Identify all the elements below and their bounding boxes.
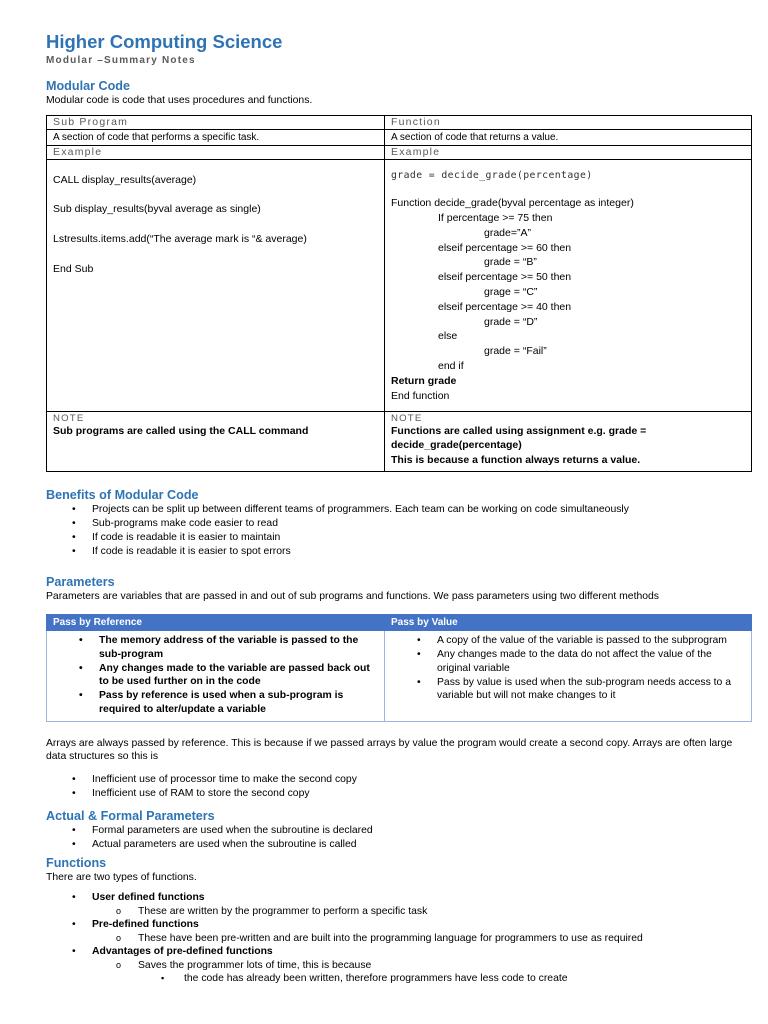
code-line: CALL display_results(average) — [53, 173, 197, 186]
functions-list — [46, 891, 750, 905]
arrays-list — [46, 773, 750, 801]
code-line: elseif percentage >= 60 then — [438, 241, 572, 254]
code-line: grade=”A” — [484, 226, 531, 239]
modular-code-heading: Modular Code — [46, 79, 130, 93]
code-line: elseif percentage >= 40 then — [438, 300, 572, 313]
list-item: • The memory address of the variable is passed to the sub-program — [99, 634, 378, 661]
table-row — [47, 631, 752, 722]
code-line: End Sub — [53, 262, 94, 275]
function-note — [385, 411, 752, 471]
functions-heading: Functions — [46, 855, 107, 870]
pass-by-reference-header: Pass by Reference — [47, 615, 385, 631]
code-line: Sub display_results(byval average as single) — [53, 203, 261, 216]
actual-formal-list — [46, 824, 750, 852]
functions-intro: There are two types of functions. — [46, 871, 197, 883]
list-item: • Pass by reference is used when a sub-program is required to alter/update a variable — [99, 689, 378, 716]
example-label: Example — [47, 145, 385, 159]
list-item: • Any changes made to the variable are passed back out to be used further on in the code — [99, 662, 378, 689]
sub-program-definition: A section of code that performs a specific task. — [47, 129, 385, 145]
code-line: Return grade — [391, 374, 457, 387]
list-item: • Inefficient use of processor time to make the second copy — [92, 773, 750, 787]
example-label: Example — [385, 145, 752, 159]
code-line: grade = “B” — [484, 256, 537, 269]
function-definition: A section of code that returns a value. — [385, 129, 752, 145]
table-row — [47, 145, 752, 159]
note-label: NOTE — [391, 412, 423, 424]
table-row — [47, 159, 752, 411]
page-subtitle: Modular –Summary Notes — [46, 55, 196, 66]
arrays-paragraph: Arrays are always passed by reference. This is because if we passed arrays by value the program would create a second copy. Arrays are often large data structures so this is — [46, 737, 733, 763]
parameters-heading: Parameters — [46, 574, 115, 589]
code-line: else — [438, 330, 458, 343]
function-note-text: Functions are called using assignment e.g. grade = decide_grade(percentage) — [391, 424, 647, 452]
page-title: Higher Computing Science — [46, 31, 283, 52]
list-item: • Formal parameters are used when the subroutine is declared — [92, 824, 750, 838]
code-line: If percentage >= 75 then — [438, 212, 553, 225]
table-row — [47, 129, 752, 145]
list-item: ▪ the code has already been written, therefore programmers have less code to create — [46, 972, 750, 986]
code-line: elseif percentage >= 50 then — [438, 271, 572, 284]
list-item: • A copy of the value of the variable is passed to the subprogram — [437, 634, 745, 648]
list-item: • If code is readable it is easier to spot errors — [92, 545, 750, 559]
table-row — [47, 411, 752, 471]
benefits-list — [46, 503, 750, 559]
list-item: • If code is readable it is easier to maintain — [92, 531, 750, 545]
function-example — [385, 159, 752, 411]
function-note-text: This is because a function always returns a value. — [391, 454, 641, 467]
list-item: • Actual parameters are used when the subroutine is called — [92, 838, 750, 852]
pass-by-value-header: Pass by Value — [385, 615, 752, 631]
list-item: • Advantages of pre-defined functions — [46, 945, 750, 959]
functions-list — [46, 918, 750, 932]
pass-by-reference-cell — [47, 631, 385, 722]
modular-code-intro: Modular code is code that uses procedures and functions. — [46, 95, 313, 106]
code-line: End function — [391, 389, 450, 402]
list-item: • Sub-programs make code easier to read — [92, 517, 750, 531]
list-item: • Projects can be split up between different teams of programmers. Each team can be working on code simultaneously — [92, 503, 750, 517]
code-line: grade = “D” — [484, 315, 538, 328]
actual-formal-heading: Actual & Formal Parameters — [46, 808, 215, 823]
function-label: Function — [385, 115, 752, 129]
code-line: Lstresults.items.add(“The average mark is “& average) — [53, 233, 307, 246]
code-line: grade = decide_grade(percentage) — [391, 169, 593, 181]
code-line: Function decide_grade(byval percentage as integer) — [391, 197, 634, 210]
passing-methods-table — [46, 614, 752, 722]
code-line: grade = “Fail” — [484, 345, 547, 358]
functions-list — [46, 945, 750, 959]
list-item: o Saves the programmer lots of time, this is because — [46, 959, 750, 973]
list-item: o These have been pre-written and are built into the programming language for programmers to use as required — [46, 932, 750, 946]
table-row — [47, 615, 752, 631]
table-row — [47, 115, 752, 129]
list-item: o These are written by the programmer to perform a specific task — [46, 905, 750, 919]
code-line: grage = “C” — [484, 286, 538, 299]
sub-program-example — [47, 159, 385, 411]
modular-code-table — [46, 115, 752, 472]
sub-program-note — [47, 411, 385, 471]
list-item: • User defined functions — [46, 891, 750, 905]
pass-by-value-cell — [385, 631, 752, 722]
sub-program-label: Sub Program — [47, 115, 385, 129]
list-item: • Any changes made to the data do not affect the value of the original variable — [437, 648, 745, 675]
document-page — [46, 30, 750, 986]
note-label: NOTE — [53, 412, 85, 424]
parameters-intro: Parameters are variables that are passed in and out of sub programs and functions. We pass parameters using two different methods — [46, 590, 659, 602]
code-line: end if — [438, 360, 464, 373]
benefits-heading: Benefits of Modular Code — [46, 487, 199, 502]
sub-program-note-text: Sub programs are called using the CALL command — [53, 424, 309, 437]
list-item: • Pre-defined functions — [46, 918, 750, 932]
list-item: • Inefficient use of RAM to store the second copy — [92, 787, 750, 801]
list-item: • Pass by value is used when the sub-program needs access to a variable but will not make changes to it — [437, 676, 745, 703]
